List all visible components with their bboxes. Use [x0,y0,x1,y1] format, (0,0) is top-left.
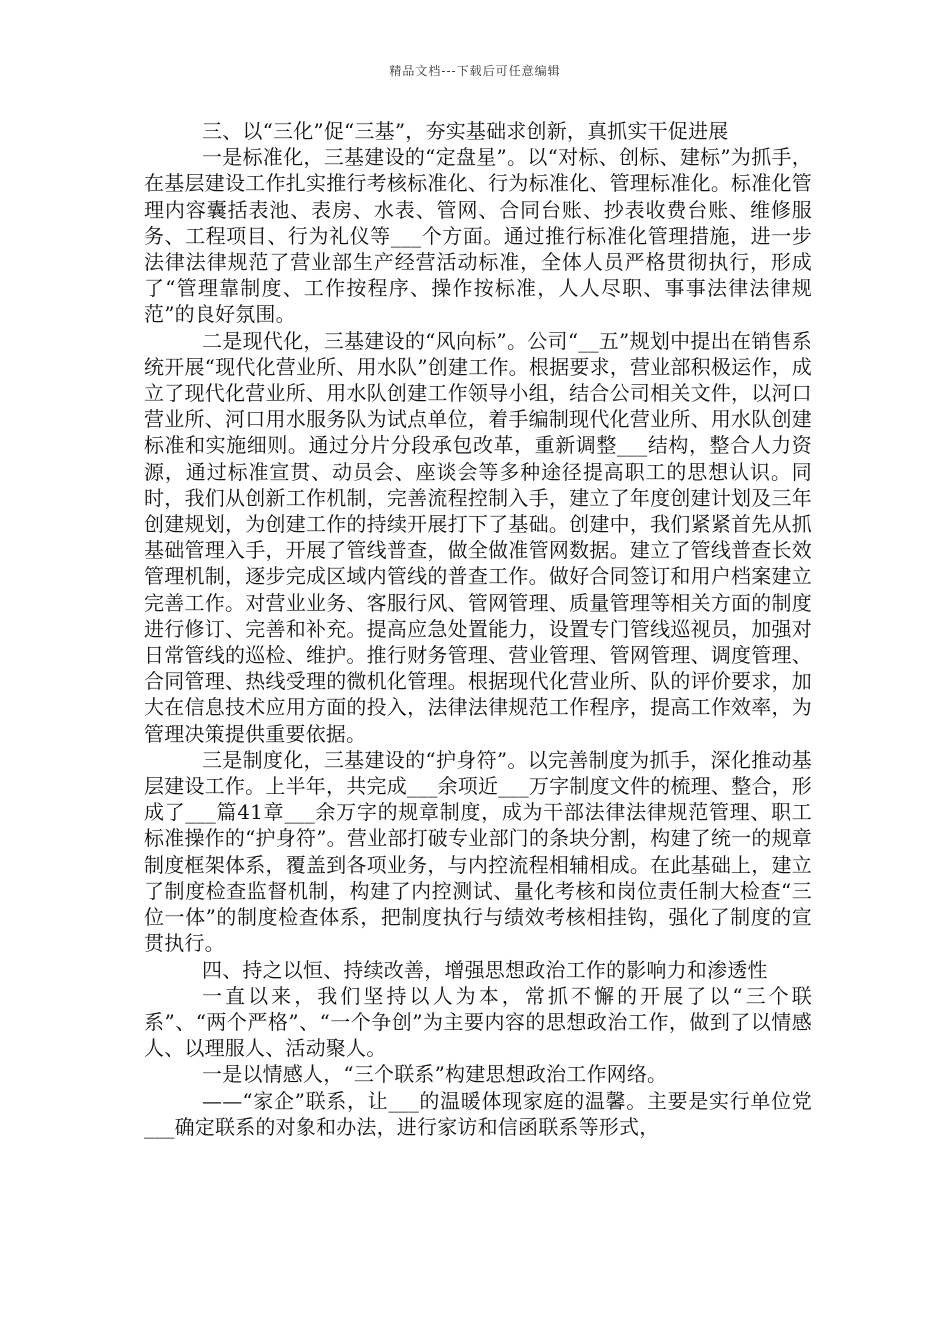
paragraph-people-oriented: 一直以来，我们坚持以人为本，常抓不懈的开展了以“三个联系”、“两个严格”、“一个争创”为主要内容的思想政治工作，做到了以情感人、以理服人、活动聚人。 [144,983,812,1061]
document-body [144,118,812,1140]
section-heading-4: 四、持之以恒、持续改善，增强思想政治工作的影响力和渗透性 [202,957,768,982]
paragraph-family-enterprise: ——“家企”联系，让___的温暖体现家庭的温馨。主要是实行单位党___确定联系的对象和办法，进行家访和信函联系等形式， [144,1088,812,1139]
paragraph-modernization: 二是现代化，三基建设的“风向标”。公司“__五”规划中提出在销售系统开展“现代化营业所、用水队”创建工作。根据要求，营业部积极运作，成立了现代化营业所、用水队创建工作领导小组，结合公司相关文件，以河口营业所、河口用水服务队为试点单位，着手编制现代化营业所、用水队创建标准和实施细则。通过分片分段承包改革，重新调整___结构，整合人力资源，通过标准宣贯、动员会、座谈会等多种途径提高职工的思想认识。同时，我们从创新工作机制，完善流程控制入手，建立了年度创建计划及三年创建规划，为创建工作的持续开展打下了基础。创建中，我们紧紧首先从抓基础管理入手，开展了管线普查，做全做准管网数据。建立了管线普查长效管理机制，逐步完成区域内管线的普查工作。做好合同签订和用户档案建立完善工作。对营业业务、客服行风、管网管理、质量管理等相关方面的制度进行修订、完善和补充。提高应急处置能力，设置专门管线巡视员，加强对日常管线的巡检、维护。推行财务管理、营业管理、管网管理、调度管理、合同管理、热线受理的微机化管理。根据现代化营业所、队的评价要求，加大在信息技术应用方面的投入，法律法律规范工作程序，提高工作效率，为管理决策提供重要依据。 [144,328,812,746]
paragraph-standardization: 一是标准化，三基建设的“定盘星”。以“对标、创标、建标”为抓手，在基层建设工作扎实推行考核标准化、行为标准化、管理标准化。标准化管理内容囊括表池、表房、水表、管网、合同台账、抄表收费台账、维修服务、工程项目、行为礼仪等___个方面。通过推行标准化管理措施，进一步法律法律规范了营业部生产经营活动标准，全体人员严格贯彻执行，形成了“管理靠制度、工作按程序、操作按标准，人人尽职、事事法律法律规范”的良好氛围。 [144,145,812,327]
page-header: 精品文档---下载后可任意编辑 [389,64,561,78]
paragraph-three-connections: 一是以情感人，“三个联系”构建思想政治工作网络。 [202,1062,668,1087]
paragraph-institutionalization: 三是制度化，三基建设的“护身符”。以完善制度为抓手，深化推动基层建设工作。上半年，共完成___余项近___万字制度文件的梳理、整合，形成了___篇41章___余万字的规章制度，成为干部法律法律规范管理、职工标准操作的“护身符”。营业部打破专业部门的条块分割，构建了统一的规章制度框架体系，覆盖到各项业务，与内控流程相辅相成。在此基础上，建立了制度检查监督机制，构建了内控测试、量化考核和岗位责任制大检查“三位一体”的制度检查体系，把制度执行与绩效考核相挂钩，强化了制度的宣贯执行。 [144,747,812,956]
section-heading-3: 三、以“三化”促“三基”，夯实基础求创新，真抓实干促进展 [202,119,729,143]
